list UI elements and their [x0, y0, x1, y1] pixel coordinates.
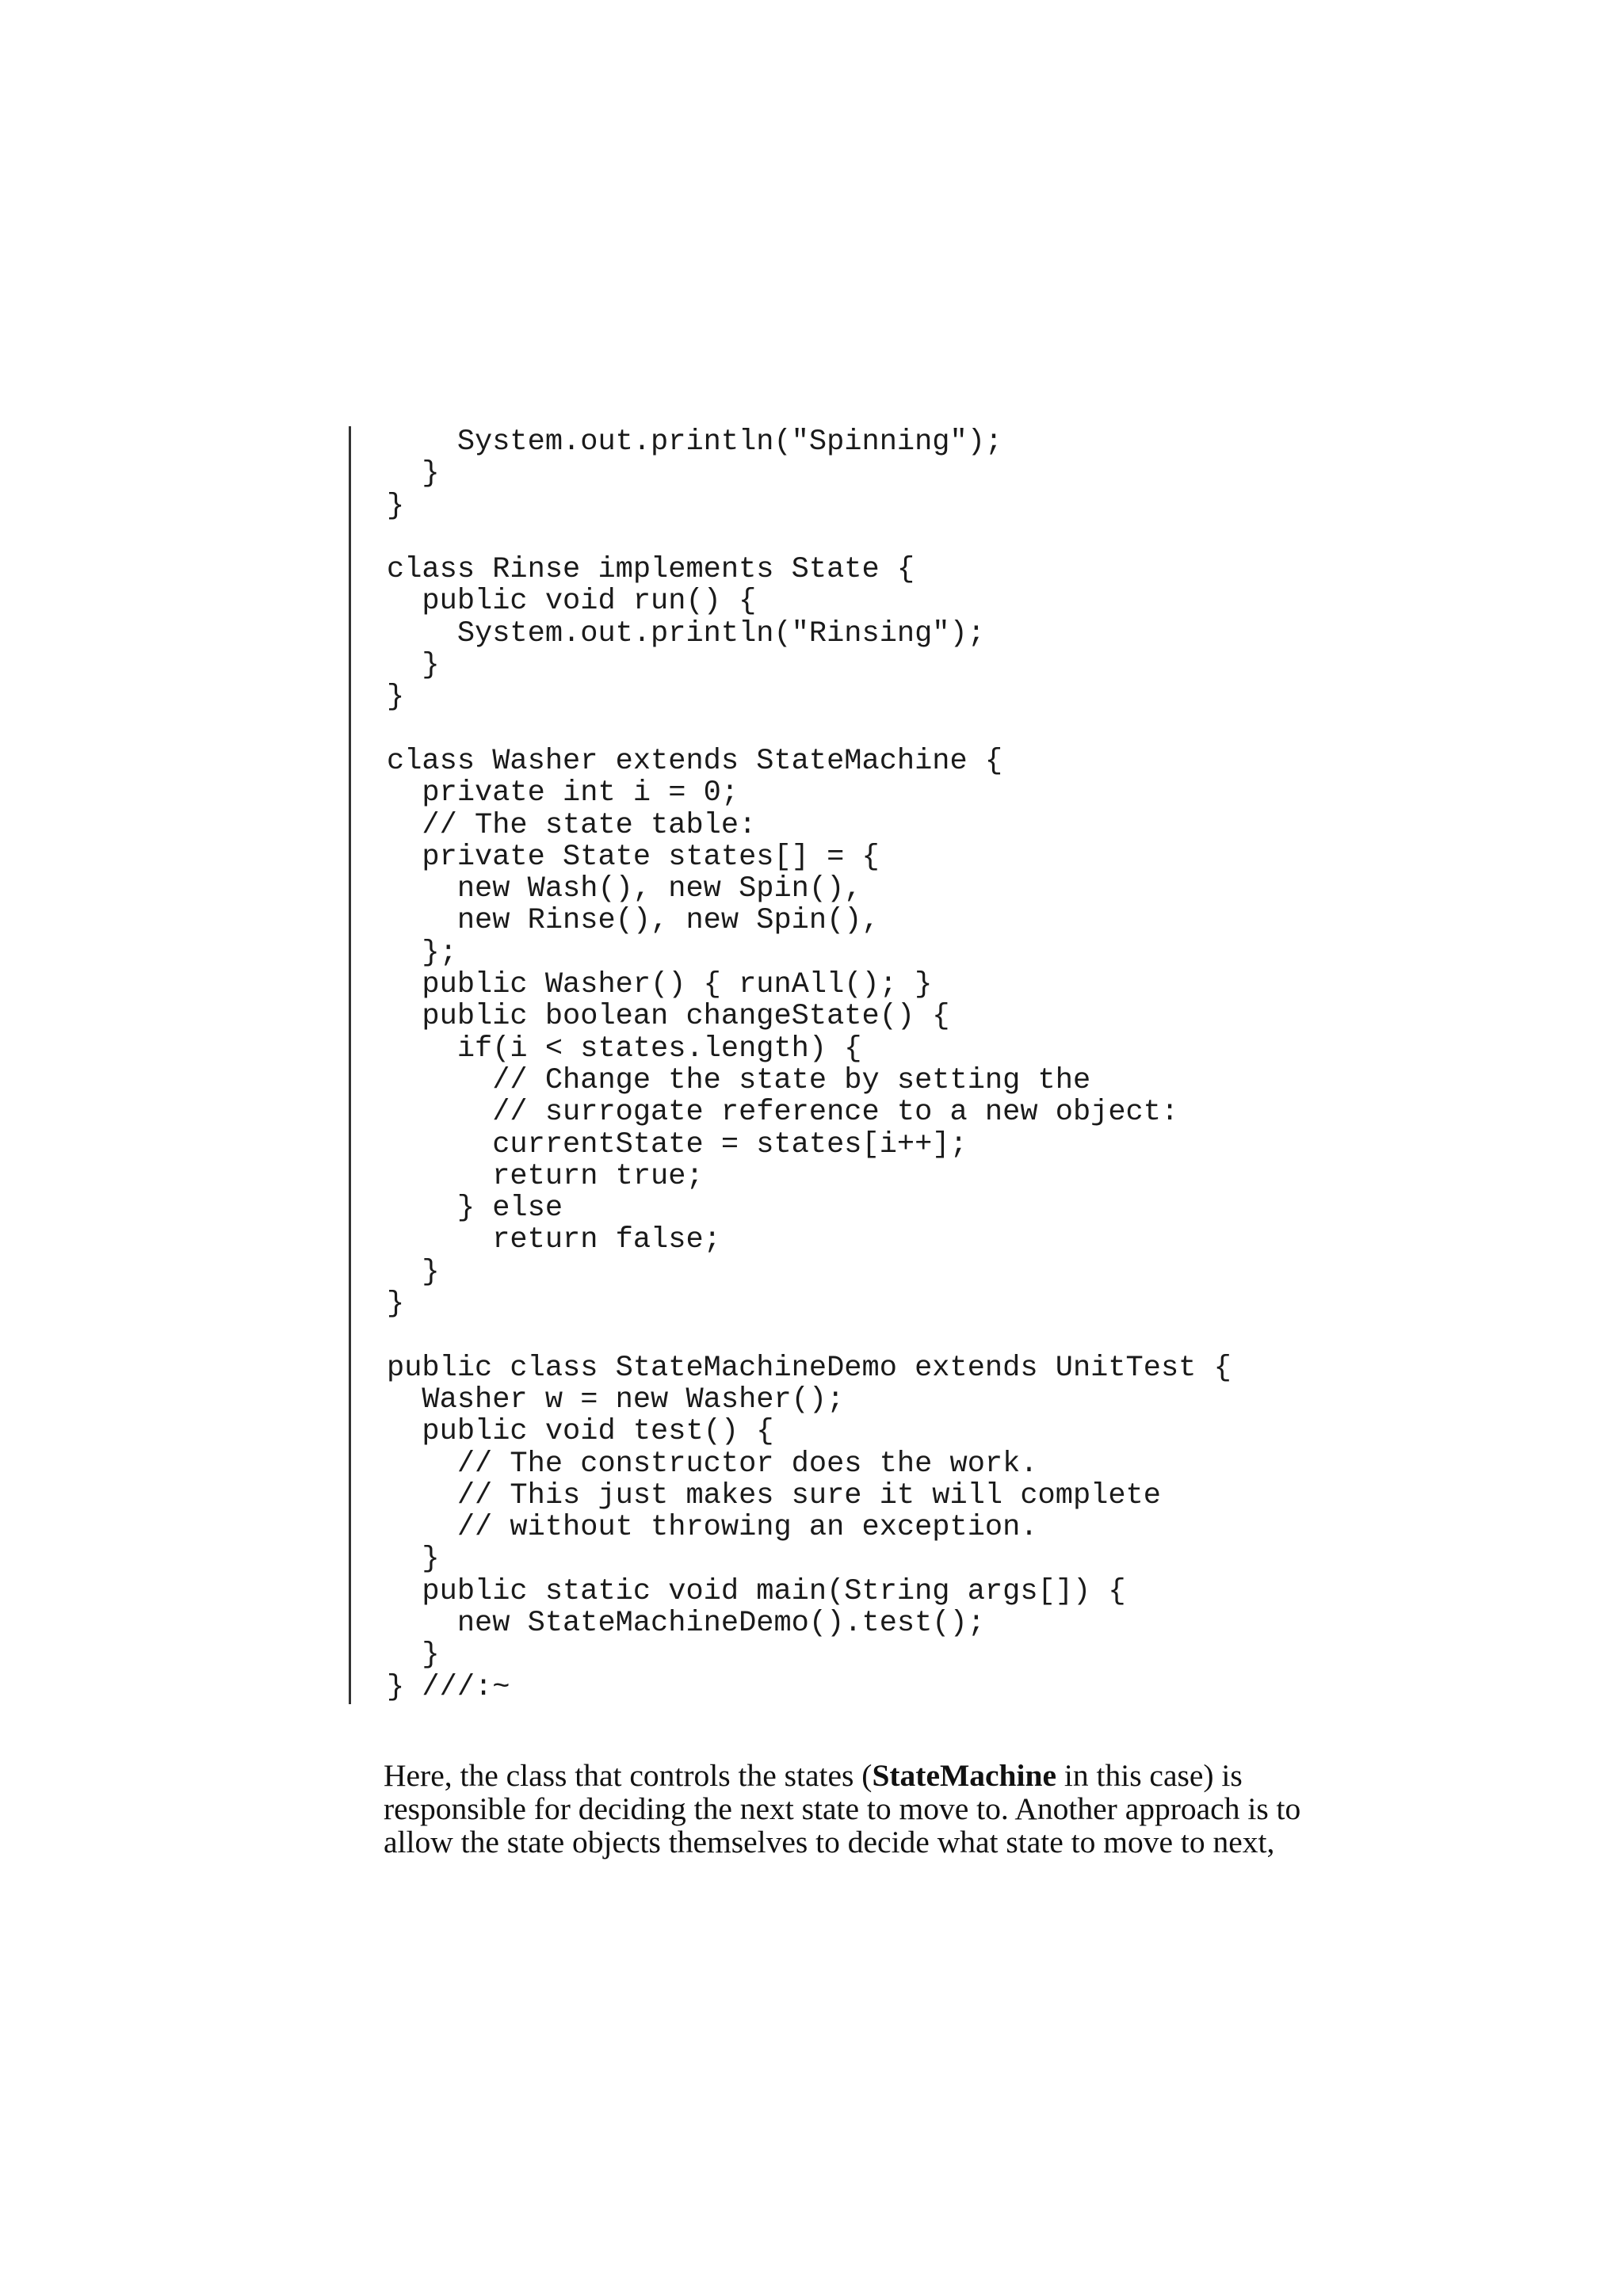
- code-line: }: [387, 1287, 405, 1322]
- code-line: }: [387, 457, 440, 491]
- code-line: class Washer extends StateMachine {: [387, 744, 1003, 778]
- code-line: System.out.println("Spinning");: [387, 425, 1003, 459]
- code-line: currentState = states[i++];: [387, 1127, 968, 1161]
- code-line: if(i < states.length) {: [387, 1032, 862, 1066]
- code-line: new Wash(), new Spin(),: [387, 872, 862, 906]
- code-line: }: [387, 649, 440, 683]
- code-line: // The state table:: [387, 808, 757, 842]
- code-line: }: [387, 681, 405, 715]
- code-line: [387, 522, 1232, 554]
- code-line: System.out.println("Rinsing");: [387, 616, 985, 650]
- code-line: private int i = 0;: [387, 776, 739, 810]
- code-line: };: [387, 936, 457, 970]
- code-line: // surrogate reference to a new object:: [387, 1096, 1179, 1130]
- code-line: } ///:~: [387, 1670, 510, 1704]
- paragraph-text-before-term: Here, the class that controls the states (: [384, 1758, 873, 1793]
- code-line: }: [387, 1543, 440, 1577]
- code-line: private State states[] = {: [387, 840, 880, 874]
- code-line: public void run() {: [387, 585, 757, 619]
- code-line: }: [387, 1255, 440, 1289]
- paragraph-line-3: allow the state objects themselves to decide what state to move to next,: [384, 1825, 1275, 1859]
- code-line: [387, 1320, 1232, 1352]
- code-line: // without throwing an exception.: [387, 1511, 1038, 1545]
- body-paragraph: [384, 1759, 1366, 1859]
- code-line: public void test() {: [387, 1415, 774, 1449]
- paragraph-text-after-term: in this case) is: [1056, 1758, 1243, 1793]
- code-line: class Rinse implements State {: [387, 553, 915, 587]
- class-name-term: StateMachine: [872, 1758, 1057, 1793]
- code-line: Washer w = new Washer();: [387, 1383, 845, 1417]
- code-line: new Rinse(), new Spin(),: [387, 904, 880, 938]
- code-line: public class StateMachineDemo extends UnitTest {: [387, 1351, 1232, 1385]
- code-line: // The constructor does the work.: [387, 1447, 1038, 1481]
- code-line: }: [387, 489, 405, 523]
- code-line: // Change the state by setting the: [387, 1063, 1091, 1097]
- code-listing: [349, 426, 1379, 1704]
- code-line: return false;: [387, 1223, 721, 1257]
- code-line: } else: [387, 1192, 563, 1226]
- code-lines: [387, 426, 1232, 1703]
- code-line: new StateMachineDemo().test();: [387, 1606, 985, 1640]
- code-line: public static void main(String args[]) {: [387, 1574, 1126, 1608]
- code-line: public boolean changeState() {: [387, 1000, 950, 1034]
- paragraph-line-2: responsible for deciding the next state to move to. Another approach is to: [384, 1791, 1301, 1826]
- paragraph-line-1: [384, 1759, 1366, 1792]
- code-line: }: [387, 1638, 440, 1672]
- code-line: public Washer() { runAll(); }: [387, 968, 933, 1002]
- code-line: return true;: [387, 1159, 704, 1193]
- code-line: [387, 714, 1232, 746]
- code-line: // This just makes sure it will complete: [387, 1478, 1161, 1512]
